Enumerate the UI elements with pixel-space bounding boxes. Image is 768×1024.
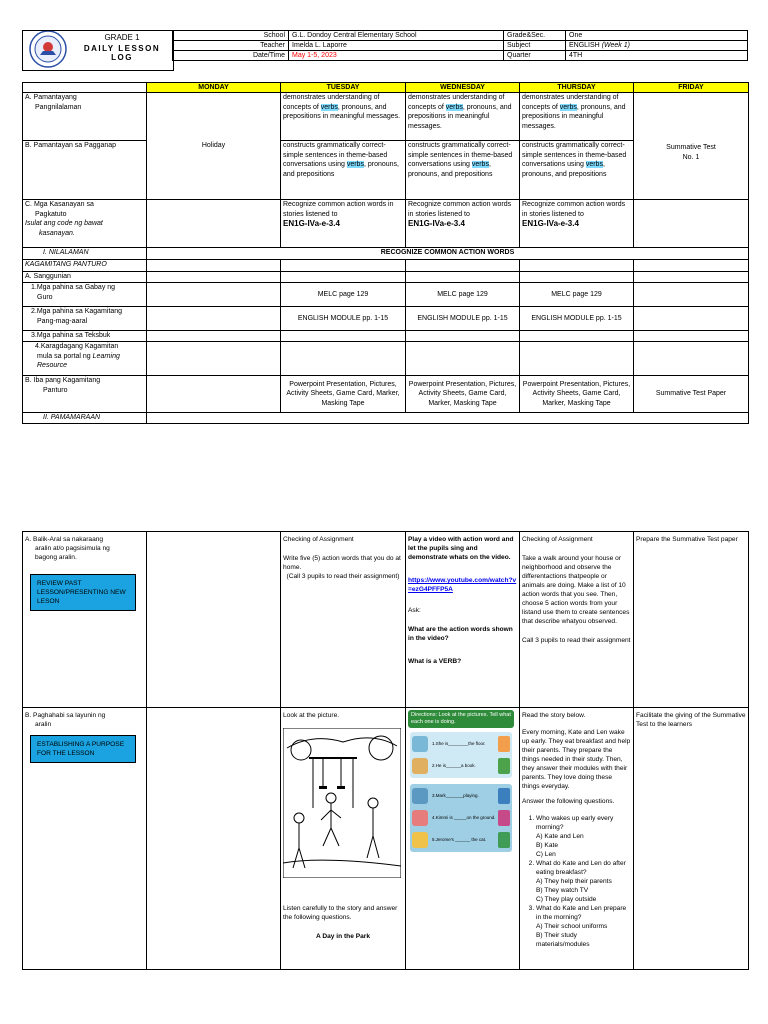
subject-label: Subject	[504, 41, 566, 51]
date-label: Date/Time	[173, 51, 289, 61]
row-pamantayang-pangnilalaman	[23, 93, 749, 141]
paghahabi-wed	[406, 708, 520, 970]
park-picture	[283, 728, 401, 878]
balik-aral-thu: Checking of Assignment Take a walk around your house or neighborhood and observe the differentactions thatpeople or animals are doing. Make a list of 10 action words that you see. Then, choose 5 action words from your listand use them to create sentences that describe whatyou observed. Call 3 pupils to read their assignment	[520, 532, 634, 708]
row-b-label: B. Pamantayan sa Pagganap	[23, 141, 147, 200]
row-c-tue: Recognize common action words in stories listened to EN1G-IVa-e-3.4	[281, 200, 406, 248]
iba-fri: Summative Test Paper	[634, 376, 749, 413]
row-a-thu: demonstrates understanding of concepts of verbs, pronouns, and prepositions in meaningful messages.	[520, 93, 634, 141]
module-thu: ENGLISH MODULE pp. 1-15	[520, 307, 634, 331]
row-kagamitang-mag-aaral: 2.Mga pahina sa Kagamitang Pang-mag-aaral ENGLISH MODULE pp. 1-15 ENGLISH MODULE pp. 1-15 ENGLISH MODULE pp. 1-15	[23, 307, 749, 331]
day-monday: MONDAY	[147, 83, 281, 93]
row-paghahabi	[23, 708, 749, 970]
subject-value: ENGLISH (Week 1)	[566, 41, 748, 51]
row-a-wed: demonstrates understanding of concepts of verbs, pronouns, and prepositions in meaningful messages.	[406, 93, 520, 141]
module-wed: ENGLISH MODULE pp. 1-15	[406, 307, 520, 331]
paghahabi-thu: Read the story below. Every morning, Kate and Len wake up early. They eat breakfast and help their parents. They prepare the things needed in their study. Then, they answer their modules with their parents. They love doing these things everyday. Answer the following questions. 1. Who wakes up early every morning? A) Kate and Len B) Kate C) Len 2. What do Kate and Len do after eating breakfast? A) They help their parents B) They watch TV C) They play outside 3. What do Kate and Len prepare in the morning? A) Their school uniforms B) Their study materials/modules	[520, 708, 634, 970]
review-badge: REVIEW PAST LESSON/PRESENTING NEW LESON	[30, 574, 136, 611]
header-table	[172, 30, 748, 61]
purpose-badge: ESTABLISHING A PURPOSE FOR THE LESSON	[30, 735, 136, 763]
row-c-wed: Recognize common action words in stories listened to EN1G-IVa-e-3.4	[406, 200, 520, 248]
row-teksbuk: 3.Mga pahina sa Teksbuk	[23, 331, 749, 342]
day-thursday: THURSDAY	[520, 83, 634, 93]
grade-label: GRADE 1	[104, 33, 140, 42]
gabay-wed: MELC page 129	[406, 283, 520, 307]
row-sanggunian	[23, 272, 749, 283]
day-friday: FRIDAY	[634, 83, 749, 93]
balik-aral-fri: Prepare the Summative Test paper	[634, 532, 749, 708]
iba-wed: Powerpoint Presentation, Pictures, Activity Sheets, Game Card, Marker, Masking Tape	[406, 376, 520, 413]
row-karagdagang: 4.Karagdagang Kagamitan mula sa portal ng Learning Resource	[23, 342, 749, 376]
balik-aral-tue: Checking of Assignment Write five (5) action words that you do at home. (Call 3 pupils to read their assignment)	[281, 532, 406, 708]
worksheet-directions: Directions: Look at the pictures. Tell what each one is doing.	[408, 710, 514, 728]
quarter-value: 4TH	[566, 51, 748, 61]
iba-tue: Powerpoint Presentation, Pictures, Activity Sheets, Game Card, Marker, Masking Tape	[281, 376, 406, 413]
balik-aral-wed: Play a video with action word and let the pupils sing and demonstrate whats on the video. https://www.youtube.com/watch?v=ezG4PFFP5A Ask: What are the action words shown in the video? What is a VERB?	[406, 532, 520, 708]
row-nilalaman	[23, 248, 749, 260]
row-gabay: 1.Mga pahina sa Gabay ng Guro MELC page 129 MELC page 129 MELC page 129	[23, 283, 749, 307]
day-wednesday: WEDNESDAY	[406, 83, 520, 93]
row-c-thu: Recognize common action words in stories listened to EN1G-IVa-e-3.4	[520, 200, 634, 248]
row-a-label: A. Pamantayang Pangnilalaman	[23, 93, 147, 141]
day-tuesday: TUESDAY	[281, 83, 406, 93]
sanggunian-label: A. Sanggunian	[23, 272, 147, 283]
paghahabi-label: B. Paghahabi sa layunin ng aralin ESTABLISHING A PURPOSE FOR THE LESSON	[23, 708, 147, 970]
youtube-link[interactable]: https://www.youtube.com/watch?v=ezG4PFFP5A	[408, 577, 517, 593]
kagamitang-label: KAGAMITANG PANTURO	[23, 260, 147, 272]
row-balik-aral	[23, 532, 749, 708]
row-b-wed: constructs grammatically correct-simple sentences in theme-based conversations using verbs, pronouns, and prepositions	[406, 141, 520, 200]
row-b-thu: constructs grammatically correct-simple sentences in theme-based conversations using verbs, pronouns, and prepositions	[520, 141, 634, 200]
grade-sec-label: Grade&Sec.	[504, 31, 566, 41]
paghahabi-fri: Facilitate the giving of the Summative Test to the learners	[634, 708, 749, 970]
row-b-tue: constructs grammatically correct-simple sentences in theme-based conversations using verbs, pronouns, and prepositions	[281, 141, 406, 200]
title: DAILY LESSON LOG	[83, 44, 161, 62]
worksheet-picture: Directions: Look at the pictures. Tell what each one is doing. 1.She is________the floor. 2.He is______a book. 3.Mark_______playing. 4.Kimmi is _____on the ground. 5.Jerome's ______ the cat.	[408, 710, 514, 854]
nilalaman-content: RECOGNIZE COMMON ACTION WORDS	[147, 248, 749, 260]
school-label: School	[173, 31, 289, 41]
row-kasanayan	[23, 200, 749, 248]
school-value: G.L. Dondoy Central Elementary School	[289, 31, 504, 41]
row-pamamaraan: II. PAMAMARAAN	[23, 413, 749, 424]
holiday-cell: Holiday	[147, 93, 281, 200]
row-iba-pang-kagamitang: B. Iba pang Kagamitang Panturo Powerpoint Presentation, Pictures, Activity Sheets, Game Card, Marker, Masking Tape Powerpoint Presentation, Pictures, Activity Sheets, Game Card, Marker, Masking Tape Powerpoint Presentation, Pictures, Activity Sheets, Game Card, Marker, Masking Tape Summative Test Paper	[23, 376, 749, 413]
balik-aral-label: A. Balik-Aral sa nakaraang aralin at/o pagsisimula ng bagong aralin. REVIEW PAST LESSON/PRESENTING NEW LESON	[23, 532, 147, 708]
row-a-tue: demonstrates understanding of concepts of verbs, pronouns, and prepositions in meaningful messages.	[281, 93, 406, 141]
gabay-tue: MELC page 129	[281, 283, 406, 307]
date-value: May 1-5, 2023	[289, 51, 504, 61]
procedure-table	[22, 531, 749, 970]
day-header-row	[23, 83, 749, 93]
row-kagamitang	[23, 260, 749, 272]
teacher-value: Imelda L. Laporre	[289, 41, 504, 51]
lesson-table	[22, 82, 749, 424]
iba-thu: Powerpoint Presentation, Pictures, Activity Sheets, Game Card, Marker, Masking Tape	[520, 376, 634, 413]
paghahabi-tue: Look at the picture. Listen carefully to the story and answer the following questions. A Day in the Park	[281, 708, 406, 970]
quarter-label: Quarter	[504, 51, 566, 61]
gabay-thu: MELC page 129	[520, 283, 634, 307]
row-c-label: C. Mga Kasanayan sa Pagkatuto Isulat ang code ng bawat kasanayan.	[23, 200, 147, 248]
nilalaman-label: I. NILALAMAN	[23, 248, 147, 260]
grade-sec-value: One	[566, 31, 748, 41]
module-tue: ENGLISH MODULE pp. 1-15	[281, 307, 406, 331]
summative-test-cell: Summative Test No. 1	[634, 93, 749, 200]
teacher-label: Teacher	[173, 41, 289, 51]
